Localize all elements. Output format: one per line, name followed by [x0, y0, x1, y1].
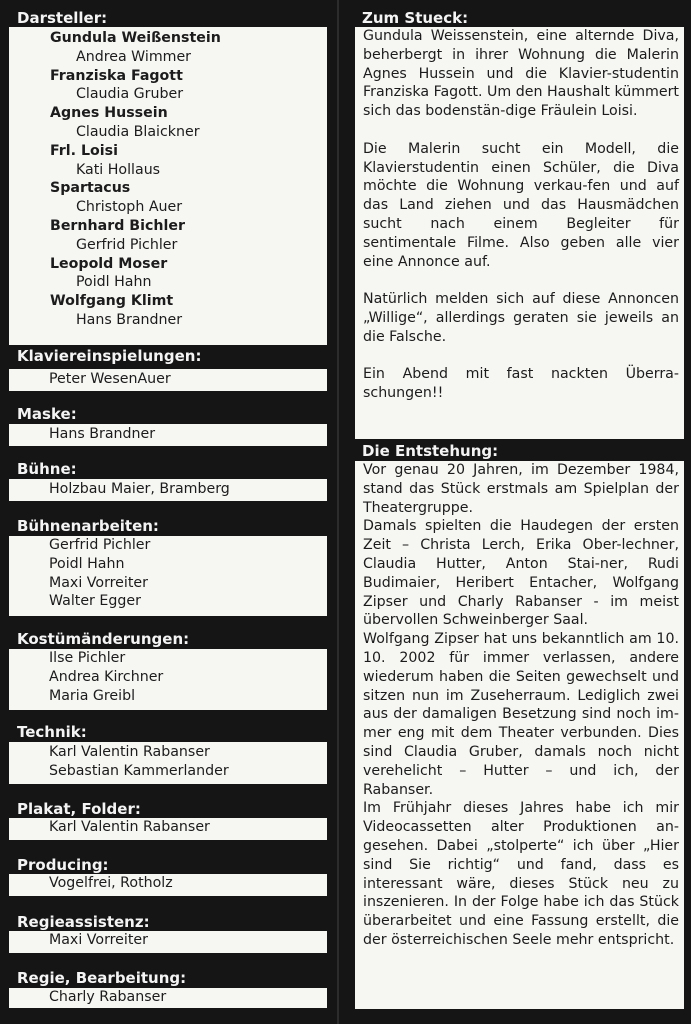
credit-name: Gerfrid Pichler: [49, 537, 151, 553]
entstehung-box: [355, 461, 684, 1009]
credit-name: Ilse Pichler: [49, 650, 126, 666]
section-box-regie: [9, 988, 327, 1008]
stueck-header: Zum Stueck:: [362, 9, 469, 27]
actor-name: Claudia Blaickner: [76, 123, 200, 140]
cast-header: Darsteller:: [17, 9, 108, 27]
actor-name: Poidl Hahn: [76, 274, 152, 291]
credit-name: Charly Rabanser: [49, 989, 167, 1005]
credit-name: Andrea Kirchner: [49, 668, 164, 685]
credit-name: Hans Brandner: [49, 426, 156, 442]
paragraph: Die Malerin sucht ein Modell, die Klavierstudentin einen Schüler, die Diva möchte die Wohnung verkau-fen und auf das Land ziehen und das Hausmädchen sucht nach einem Begleiter für sentimentale Filme. Also geben alle vier eine Annonce auf.: [363, 140, 679, 270]
paragraph: Damals spielten die Haudegen der ersten Zeit – Christa Lerch, Erika Ober-lechner, Claudia Hutter, Anton Stai-ner, Rudi Budimaier, Heribert Entacher, Wolfgang Zipser und Charly Rabanser - im meist übervollen Schweinberger Saal.: [363, 518, 679, 629]
section-header-buehnenarbeiten: Bühnenarbeiten:: [17, 517, 159, 535]
actor-name: Claudia Gruber: [76, 86, 184, 103]
credit-name: Karl Valentin Rabanser: [49, 819, 210, 835]
paragraph: Vor genau 20 Jahren, im Dezember 1984, stand das Stück erstmals am Spielplan der Theatergruppe.: [363, 462, 679, 516]
credit-name: Maria Greibl: [49, 687, 136, 704]
section-header-buehne: Bühne:: [17, 460, 77, 478]
text-column: [341, 0, 691, 1024]
actor-name: Gerfrid Pichler: [76, 236, 178, 253]
paragraph: Natürlich melden sich auf diese Annoncen „Willige“, allerdings geraten sie jeweils an die Falsche.: [363, 291, 679, 345]
credit-name: Karl Valentin Rabanser: [49, 744, 210, 760]
paragraph: Im Frühjahr dieses Jahres habe ich mir Videocassetten alter Produktionen an-gesehen. Dabei „stolperte“ ich über „Hier sind Sie richtig“ und fand, dass es interessant wäre, dieses Stück neu zu inszenieren. In der Folge habe ich das Stück überarbeitet und eine Fassung erstellt, die der österreichischen Seele mehr entspricht.: [363, 800, 679, 948]
section-box-klaviereinspielungen: [9, 369, 327, 391]
section-box-technik: [9, 742, 327, 784]
paragraph: Gundula Weissenstein, eine alternde Diva, beherbergt in ihrer Wohnung die Malerin Agnes Hussein und die Klavier-studentin Franziska Fagott. Um den Haushalt kümmert sich das bodenstän-dige Fräulein Loisi.: [363, 28, 679, 120]
credit-name: Peter WesenAuer: [49, 371, 171, 387]
section-header-kostuemaenderungen: Kostümänderungen:: [17, 630, 190, 648]
entstehung-header: Die Entstehung:: [362, 442, 499, 460]
paragraph: Wolfgang Zipser hat uns bekanntlich am 10. 10. 2002 für immer verlassen, andere wiederum haben die Seiten gewechselt und sitzen nun im Zuseherraum. Lediglich zwei aus der damaligen Besetzung sind noch im-mer eng mit dem Theater verbunden. Dies sind Claudia Gruber, damals noch nicht verehelicht – Hutter – und ich, der Rabanser.: [363, 631, 679, 798]
actor-name: Kati Hollaus: [76, 161, 161, 178]
actor-name: Christoph Auer: [76, 199, 183, 216]
section-box-regieassistenz: [9, 931, 327, 953]
role-name: Leopold Moser: [50, 255, 168, 272]
role-name: Agnes Hussein: [50, 105, 168, 122]
section-box-plakat: [9, 818, 327, 840]
section-header-klaviereinspielungen: Klaviereinspielungen:: [17, 347, 202, 365]
credit-name: Holzbau Maier, Bramberg: [49, 481, 230, 497]
credit-name: Sebastian Kammerlander: [49, 762, 229, 779]
cast-list: [9, 27, 327, 345]
credit-name: Walter Egger: [49, 593, 141, 610]
section-box-producing: [9, 874, 327, 896]
role-name: Gundula Weißenstein: [50, 30, 221, 46]
stueck-box: [355, 27, 684, 439]
actor-name: Andrea Wimmer: [76, 48, 192, 65]
role-name: Wolfgang Klimt: [50, 293, 174, 310]
section-box-buehne: [9, 479, 327, 501]
actor-name: Hans Brandner: [76, 311, 183, 328]
role-name: Frl. Loisi: [50, 142, 118, 159]
role-name: Spartacus: [50, 180, 131, 197]
role-name: Bernhard Bichler: [50, 217, 185, 234]
section-header-plakat: Plakat, Folder:: [17, 800, 141, 818]
section-header-maske: Maske:: [17, 405, 77, 423]
role-name: Franziska Fagott: [50, 67, 183, 84]
paragraph: Ein Abend mit fast nackten Überra-schungen!!: [363, 366, 679, 402]
section-header-regie: Regie, Bearbeitung:: [17, 969, 187, 987]
section-box-buehnenarbeiten: [9, 536, 327, 616]
credits-column: [0, 0, 340, 1024]
section-box-kostuemaenderungen: [9, 649, 327, 710]
credit-name: Maxi Vorreiter: [49, 932, 148, 948]
section-header-regieassistenz: Regieassistenz:: [17, 913, 150, 931]
credit-name: Maxi Vorreiter: [49, 574, 148, 591]
section-header-producing: Producing:: [17, 856, 109, 874]
section-header-technik: Technik:: [17, 723, 87, 741]
credit-name: Vogelfrei, Rotholz: [49, 875, 173, 891]
section-box-maske: [9, 424, 327, 446]
credit-name: Poidl Hahn: [49, 555, 125, 572]
